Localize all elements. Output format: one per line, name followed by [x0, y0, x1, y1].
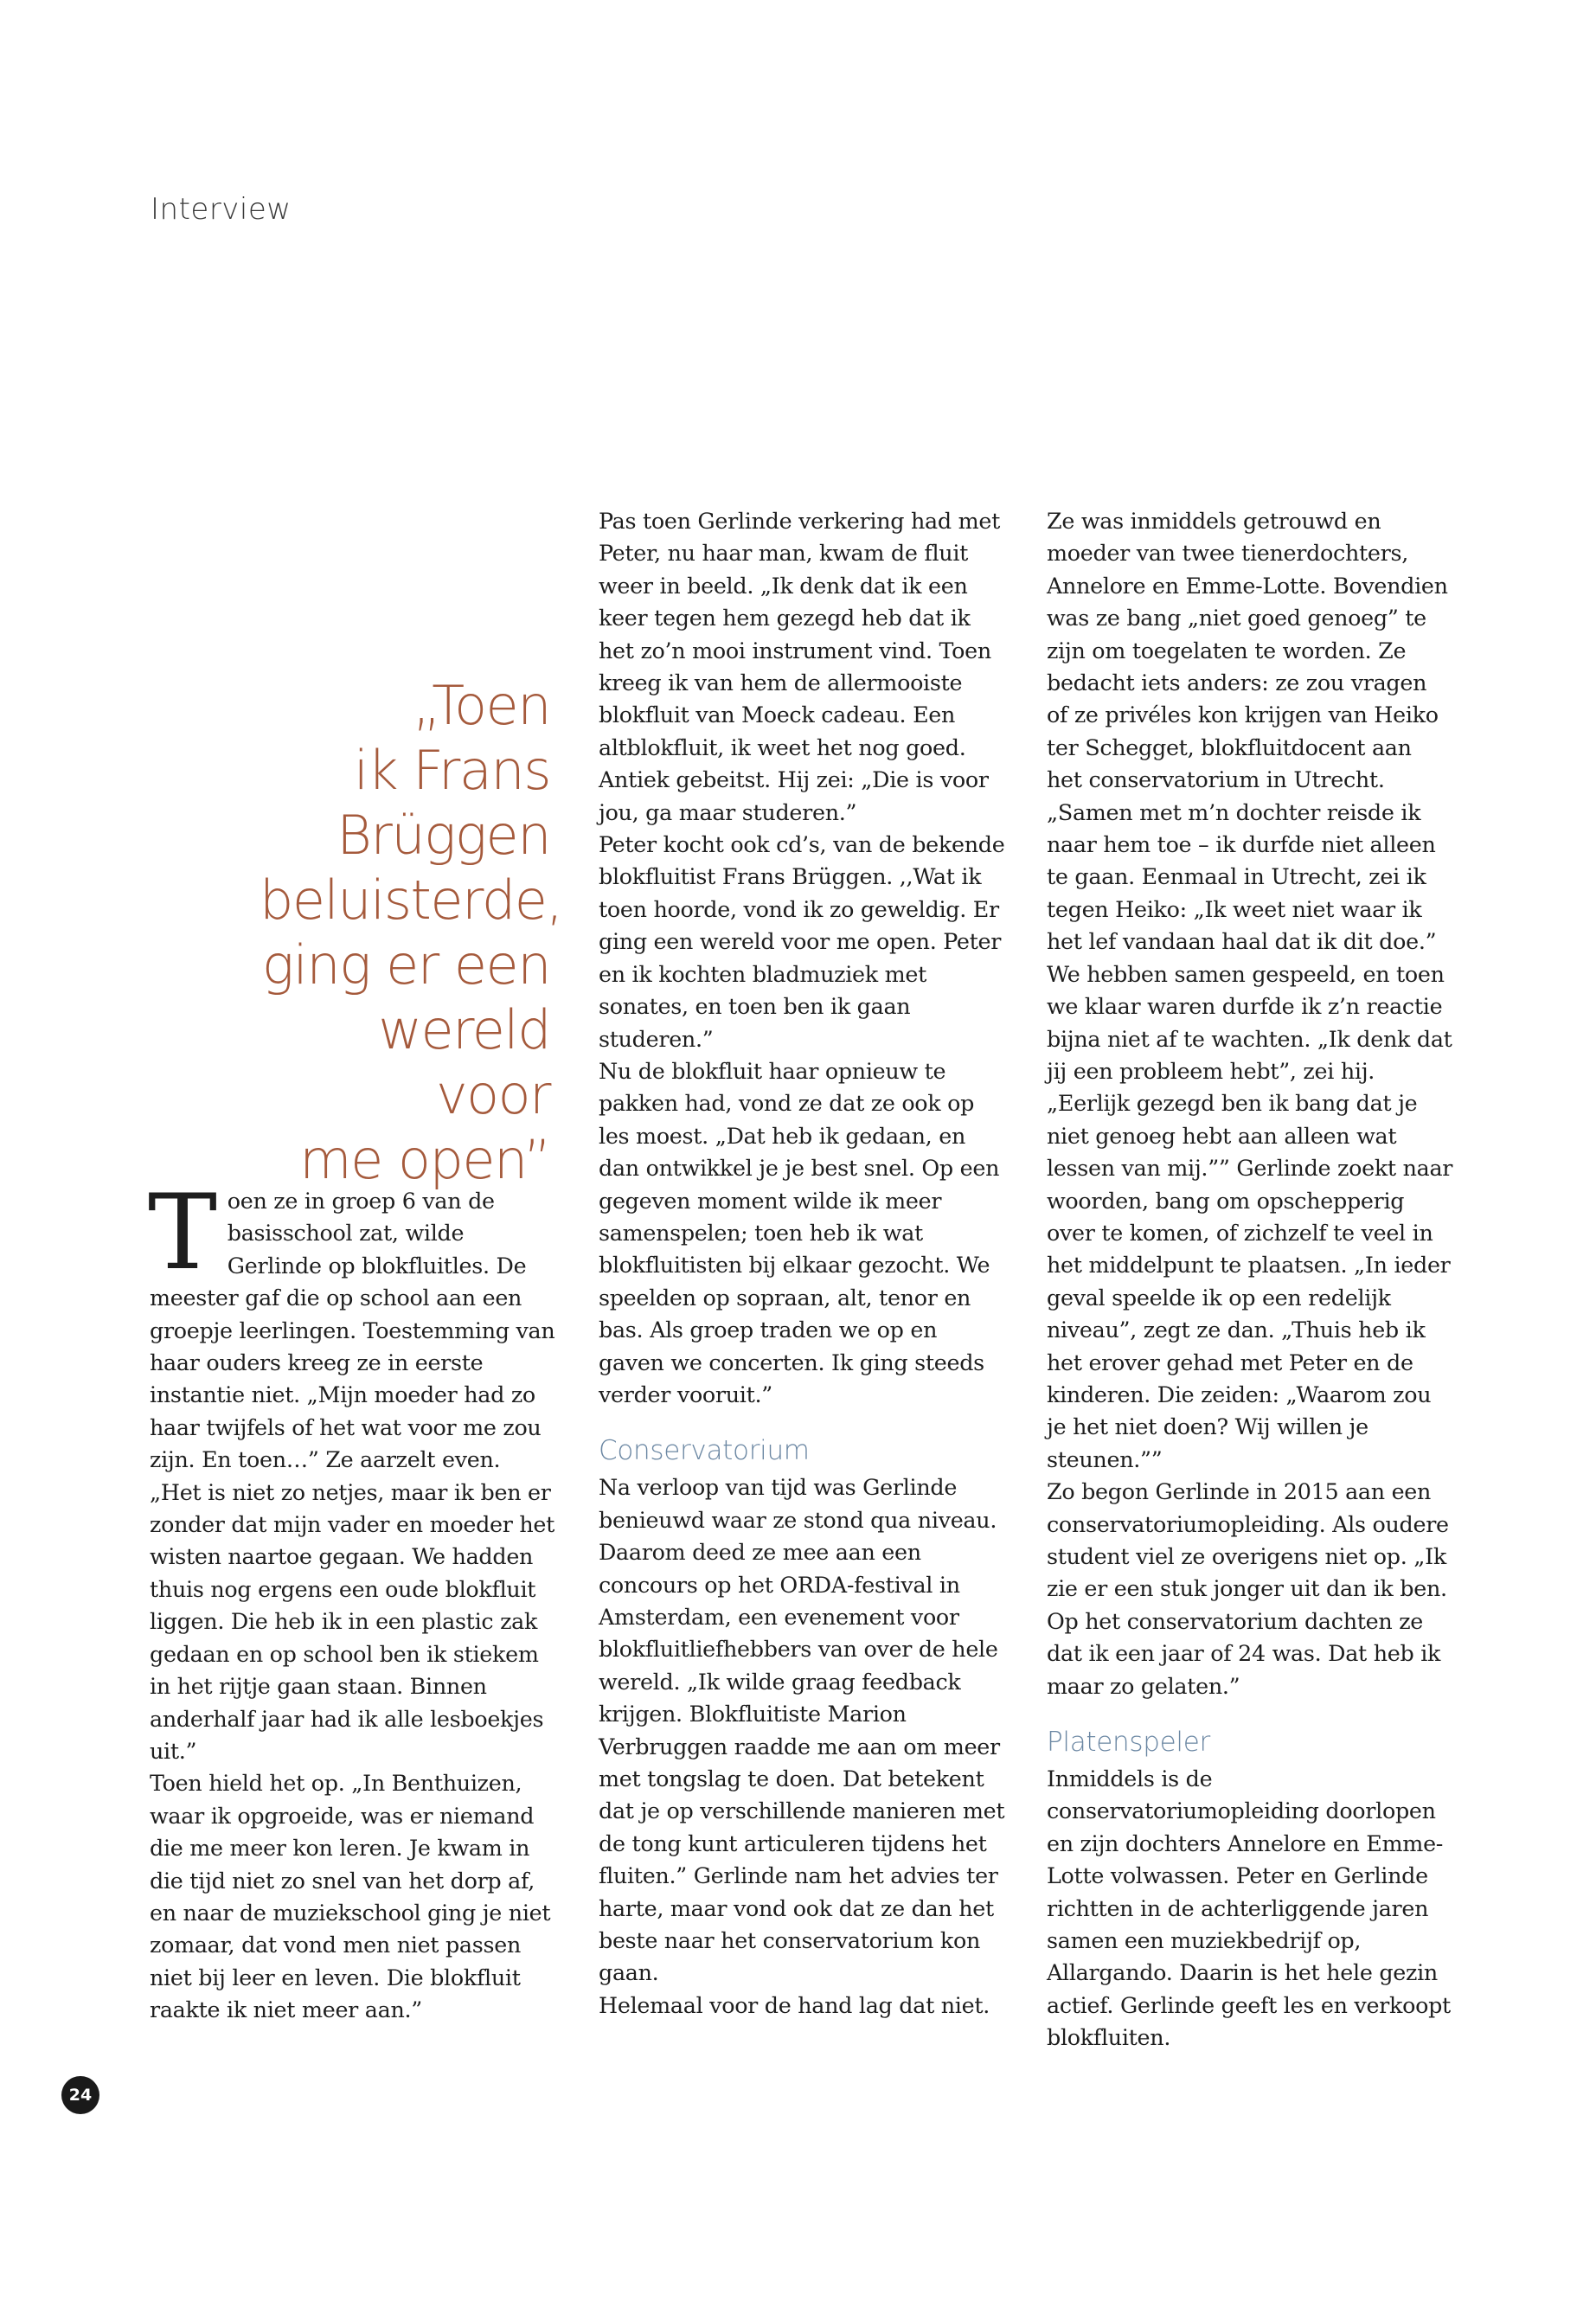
body-paragraph: Toen hield het op. „In Benthuizen, waar ik opgroeide, was er niemand die me meer kon leren. Je kwam in die tijd niet zo snel van het dorp af, en naar de muziekschool ging je niet zomaar, dat vond men niet passen niet bij leer en leven. Die blokfluit raakte ik niet meer aan.”	[150, 1770, 551, 2023]
body-paragraph: Peter kocht ook cd’s, van de bekende blokfluitist Frans Brüggen. ,,Wat ik toen hoorde, vond ik zo geweldig. Er ging een wereld voor me open. Peter en ik kochten bladmuziek met sonates, en toen ben ik gaan studeren.”	[599, 831, 1005, 1052]
body-paragraph: Pas toen Gerlinde verkering had met Peter, nu haar man, kwam de fluit weer in beeld. „Ik denk dat ik een keer tegen hem gezegd heb dat ik het zo’n mooi instrument vind. Toen kreeg ik van hem de allermooiste blokfluit van Moeck cadeau. Een altblokfluit, ik weet het nog goed. Antiek gebeitst. Hij zei: „Die is voor jou, ga maar studeren.”	[599, 508, 1000, 825]
article-column-2	[599, 505, 1005, 2022]
pull-quote-line: Brüggen	[337, 804, 550, 867]
body-paragraph: We hebben samen gespeeld, en toen we klaar waren durfde ik z’n reactie bijna niet af te wachten. „Ik denk dat jij een probleem hebt”, zei hij. „Eerlijk gezegd ben ik bang dat je niet genoeg hebt aan alleen wat lessen van mij.”” Gerlinde zoekt naar woorden, bang om opschepperig over te komen, of zichzelf te veel in het middelpunt te plaatsen. „In ieder geval speelde ik op een redelijk niveau”, zegt ze dan. „Thuis heb ik het erover gehad met Peter en de kinderen. Die zeiden: „Waarom zou je het niet doen? Wij willen je steunen.””	[1047, 960, 1453, 1472]
pull-quote-line: beluisterde,	[260, 868, 562, 932]
body-paragraph: Na verloop van tijd was Gerlinde benieuwd waar ze stond qua niveau. Daarom deed ze mee aan een concours op het ORDA-festival in Amsterdam, een evenement voor blokfluitliefhebbers van over de hele wereld. „Ik wilde graag feedback krijgen. Blokfluitiste Marion Verbruggen raadde me aan om meer met tongslag te doen. Dat betekent dat je op verschillende manieren met de tong kunt articuleren tijdens het fluiten.” Gerlinde nam het advies ter harte, maar vond ook dat ze dan het beste naar het conservatorium kon gaan.	[599, 1474, 1005, 1986]
section-label: Interview	[151, 192, 292, 227]
drop-cap: T	[148, 1173, 217, 1293]
subheading-conservatorium: Conservatorium	[599, 1435, 810, 1467]
body-paragraph: Inmiddels is de conservatoriumopleiding doorlopen en zijn dochters Annelore en Emme-Lotte volwassen. Peter en Gerlinde richtten in de achterliggende jaren samen een muziekbedrijf op, Allargando. Daarin is het hele gezin actief. Gerlinde geeft les en verkoopt blokfluiten.	[1047, 1766, 1451, 2051]
body-paragraph	[148, 1173, 556, 1767]
pull-quote-line: ik Frans	[353, 739, 550, 802]
article-column-1	[148, 1173, 556, 2027]
pull-quote	[260, 673, 562, 1192]
body-paragraph: Ze was inmiddels getrouwd en moeder van twee tienerdochters, Annelore en Emme-Lotte. Bovendien was ze bang „niet goed genoeg” te zijn om toegelaten te worden. Ze bedacht iets anders: ze zou vragen of ze privéles kon krijgen van Heiko ter Schegget, blokfluitdocent aan het conservatorium in Utrecht. „Samen met m’n dochter reisde ik naar hem toe – ik durfde niet alleen te gaan. Eenmaal in Utrecht, zei ik tegen Heiko: „Ik weet niet waar ik het lef vandaan haal dat ik dit doe.”	[1047, 508, 1448, 955]
body-paragraph: Helemaal voor de hand lag dat niet.	[599, 1991, 990, 2018]
body-paragraph: Nu de blokfluit haar opnieuw te pakken had, vond ze dat ze ook op les moest. „Dat heb ik gedaan, en dan ontwikkel je je best snel. Op een gegeven moment wilde ik meer samenspelen; toen heb ik wat blokfluitisten bij elkaar gezocht. We speelden op sopraan, alt, tenor en bas. Als groep traden we op en gaven we concerten. Ik ging steeds verder vooruit.”	[599, 1057, 1000, 1407]
subheading-platenspeler: Platenspeler	[1047, 1727, 1210, 1759]
pull-quote-line: „Toen	[413, 674, 550, 737]
pull-quote-line: ging er een	[261, 933, 550, 997]
pull-quote-line: me open”	[299, 1128, 550, 1191]
page-number: 24	[61, 2076, 99, 2114]
pull-quote-line: wereld voor	[378, 998, 550, 1126]
body-text: oen ze in groep 6 van de basisschool zat, wilde Gerlinde op blokfluitles. De meester gaf die op school aan een groepje leerlingen. Toestemming van haar ouders kreeg ze in eerste instantie niet. „Mijn moeder had zo haar twijfels of het wat voor me zou zijn. En toen…” Ze aarzelt even. „Het is niet zo netjes, maar ik ben er zonder dat mijn vader en moeder het wisten naartoe gegaan. We hadden thuis nog ergens een oude blokfluit liggen. Die heb ik in een plastic zak gedaan en op school ben ik stiekem in het rijtje gaan staan. Binnen anderhalf jaar had ik alle lesboekjes uit.”	[150, 1188, 555, 1764]
body-paragraph: Zo begon Gerlinde in 2015 aan een conservatoriumopleiding. Als oudere student viel ze overigens niet op. „Ik zie er een stuk jonger uit dan ik ben. Op het conservatorium dachten ze dat ik een jaar of 24 was. Dat heb ik maar zo gelaten.”	[1047, 1478, 1449, 1699]
article-column-3	[1047, 505, 1453, 2054]
